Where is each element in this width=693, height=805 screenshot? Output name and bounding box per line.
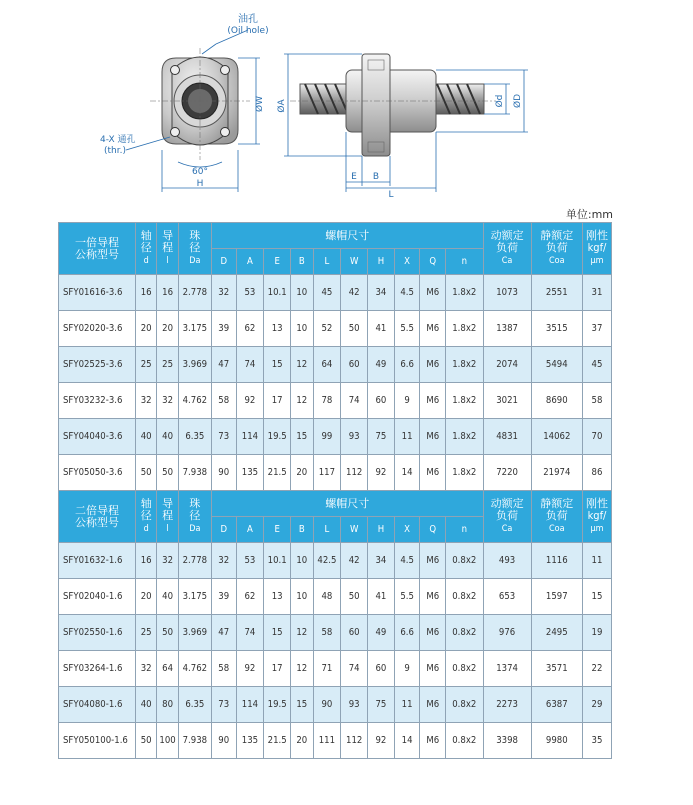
table-cell: 74 (236, 615, 264, 651)
table-cell: 7.938 (178, 455, 211, 491)
table-cell: 64 (157, 651, 178, 687)
table-cell: 10 (291, 543, 313, 579)
table-cell: 25 (136, 347, 157, 383)
table-cell: 52 (313, 311, 341, 347)
table-cell: 92 (236, 383, 264, 419)
table-row (59, 543, 612, 579)
table-cell: 92 (368, 455, 395, 491)
table-cell: 58 (313, 615, 341, 651)
table-cell: 40 (136, 419, 157, 455)
model-cell: SFY04080-1.6 (59, 687, 136, 723)
model-cell: SFY02525-3.6 (59, 347, 136, 383)
model-cell: SFY01616-3.6 (59, 275, 136, 311)
dim-col-header: D (211, 517, 236, 543)
table-cell: 75 (368, 687, 395, 723)
table-cell: 6387 (531, 687, 582, 723)
table-cell: 50 (341, 311, 368, 347)
header-row (59, 491, 612, 517)
table-cell: 6.35 (178, 419, 211, 455)
model-cell: SFY03232-3.6 (59, 383, 136, 419)
table-cell: 50 (157, 615, 178, 651)
header-row (59, 223, 612, 249)
table-cell: 135 (236, 455, 264, 491)
table-cell: 53 (236, 275, 264, 311)
table-cell: 92 (236, 651, 264, 687)
table-row (59, 311, 612, 347)
dim-col-header: D (211, 249, 236, 275)
table-cell: 976 (483, 615, 531, 651)
table-cell: 29 (582, 687, 611, 723)
table-cell: 3021 (483, 383, 531, 419)
table-cell: M6 (420, 455, 446, 491)
table-cell: 31 (582, 275, 611, 311)
table-cell: 22 (582, 651, 611, 687)
table-cell: 20 (291, 455, 313, 491)
table-cell: M6 (420, 543, 446, 579)
table-cell: 3.175 (178, 579, 211, 615)
table-cell: M6 (420, 275, 446, 311)
table-cell: 73 (211, 419, 236, 455)
model-cell: SFY04040-3.6 (59, 419, 136, 455)
model-cell: SFY03264-1.6 (59, 651, 136, 687)
table-cell: 90 (211, 455, 236, 491)
table-row (59, 723, 612, 759)
thru-hole-en-label: (thr.) (104, 146, 126, 156)
table-cell: 9 (394, 383, 420, 419)
table-cell: 40 (157, 419, 178, 455)
table-cell: 3.969 (178, 615, 211, 651)
dim-a-label: ØA (277, 99, 287, 113)
table-cell: 90 (313, 687, 341, 723)
table-cell: 93 (341, 419, 368, 455)
table-cell: 15 (291, 419, 313, 455)
table-cell: 62 (236, 311, 264, 347)
table-cell: 3515 (531, 311, 582, 347)
table-cell: 40 (136, 687, 157, 723)
technical-drawing (0, 0, 693, 200)
table-cell: M6 (420, 579, 446, 615)
table-cell: 15 (264, 615, 291, 651)
table-cell: 32 (157, 383, 178, 419)
lead-header: 导 程 l (157, 491, 178, 543)
table-cell: 653 (483, 579, 531, 615)
table-cell: 19.5 (264, 687, 291, 723)
table-cell: 12 (291, 383, 313, 419)
table-cell: 0.8x2 (446, 723, 483, 759)
table-cell: 17 (264, 383, 291, 419)
table-cell: 1374 (483, 651, 531, 687)
table-cell: 45 (582, 347, 611, 383)
table-cell: 12 (291, 651, 313, 687)
table-cell: 39 (211, 579, 236, 615)
table-cell: 20 (291, 723, 313, 759)
model-header: 一倍导程 公称型号 (59, 223, 136, 275)
table-cell: 60 (341, 615, 368, 651)
table-cell: 1387 (483, 311, 531, 347)
table-cell: 90 (211, 723, 236, 759)
table-row (59, 687, 612, 723)
table-cell: 13 (264, 311, 291, 347)
dim-col-header: H (368, 517, 395, 543)
table-cell: 493 (483, 543, 531, 579)
table-cell: 37 (582, 311, 611, 347)
dim-col-header: n (446, 517, 483, 543)
table-cell: M6 (420, 383, 446, 419)
dim-col-header: W (341, 517, 368, 543)
model-cell: SFY02020-3.6 (59, 311, 136, 347)
table-row (59, 615, 612, 651)
table-cell: 20 (157, 311, 178, 347)
table-cell: 12 (291, 615, 313, 651)
table-cell: 6.6 (394, 347, 420, 383)
table-cell: 6.35 (178, 687, 211, 723)
table-cell: 112 (341, 723, 368, 759)
table-cell: 25 (157, 347, 178, 383)
dynamic-load-header: 动额定 负荷 Ca (483, 491, 531, 543)
table-cell: 15 (582, 579, 611, 615)
table-cell: 9 (394, 651, 420, 687)
table-cell: 4.5 (394, 275, 420, 311)
table-cell: 53 (236, 543, 264, 579)
ball-dia-header: 珠 径 Da (178, 223, 211, 275)
model-cell: SFY01632-1.6 (59, 543, 136, 579)
table-cell: 50 (341, 579, 368, 615)
table-cell: 1.8x2 (446, 347, 483, 383)
table-cell: 41 (368, 311, 395, 347)
table-cell: 11 (394, 687, 420, 723)
dim-col-header: W (341, 249, 368, 275)
table-cell: 62 (236, 579, 264, 615)
table-cell: M6 (420, 419, 446, 455)
table-cell: 49 (368, 347, 395, 383)
dim-col-header: H (368, 249, 395, 275)
front-view (150, 48, 250, 160)
table-row (59, 455, 612, 491)
dim-w-label: ØW (255, 96, 265, 112)
table-cell: 117 (313, 455, 341, 491)
table-cell: 16 (136, 543, 157, 579)
table-cell: 2.778 (178, 275, 211, 311)
table-cell: 1.8x2 (446, 383, 483, 419)
table-cell: 14 (394, 455, 420, 491)
table-cell: 74 (236, 347, 264, 383)
table-cell: 16 (157, 275, 178, 311)
table-cell: 58 (582, 383, 611, 419)
table-cell: 1.8x2 (446, 455, 483, 491)
table-cell: 32 (136, 383, 157, 419)
dim-h-label: H (196, 179, 204, 189)
table-cell: 5494 (531, 347, 582, 383)
oil-hole-label: 油孔 (238, 14, 258, 25)
table-cell: 99 (313, 419, 341, 455)
shaft-dia-header: 轴 径 d (136, 491, 157, 543)
table-cell: 0.8x2 (446, 687, 483, 723)
table-cell: 50 (136, 455, 157, 491)
dim-col-header: L (313, 249, 341, 275)
table-cell: M6 (420, 311, 446, 347)
table-cell: 78 (313, 383, 341, 419)
table-cell: 39 (211, 311, 236, 347)
table-cell: 7220 (483, 455, 531, 491)
table-cell: 58 (211, 383, 236, 419)
table-cell: 2.778 (178, 543, 211, 579)
table-cell: 1116 (531, 543, 582, 579)
table-cell: 11 (394, 419, 420, 455)
table-cell: 17 (264, 651, 291, 687)
table-cell: 41 (368, 579, 395, 615)
dim-b-label: B (372, 172, 380, 182)
table-cell: 114 (236, 419, 264, 455)
table-cell: 4.762 (178, 383, 211, 419)
table-cell: 3.175 (178, 311, 211, 347)
table-cell: 32 (211, 543, 236, 579)
dim-col-header: n (446, 249, 483, 275)
table-cell: 50 (136, 723, 157, 759)
table-cell: 47 (211, 347, 236, 383)
table-cell: M6 (420, 615, 446, 651)
dim-col-header: E (264, 249, 291, 275)
table-row (59, 347, 612, 383)
table-cell: M6 (420, 723, 446, 759)
table-cell: 42 (341, 543, 368, 579)
table-cell: M6 (420, 347, 446, 383)
dim-D-label: ØD (513, 93, 523, 109)
table-row (59, 579, 612, 615)
table-cell: 2273 (483, 687, 531, 723)
table-cell: M6 (420, 651, 446, 687)
table-cell: 25 (136, 615, 157, 651)
table-cell: 60 (341, 347, 368, 383)
dim-col-header: X (394, 517, 420, 543)
table-cell: 1073 (483, 275, 531, 311)
table-cell: 8690 (531, 383, 582, 419)
dim-col-header: A (236, 249, 264, 275)
table-cell: 19.5 (264, 419, 291, 455)
table-cell: 42 (341, 275, 368, 311)
table-cell: 49 (368, 615, 395, 651)
table-cell: 1597 (531, 579, 582, 615)
dim-col-header: X (394, 249, 420, 275)
table-cell: 2495 (531, 615, 582, 651)
table-cell: 114 (236, 687, 264, 723)
model-cell: SFY050100-1.6 (59, 723, 136, 759)
table-cell: 64 (313, 347, 341, 383)
side-view (290, 54, 496, 156)
table-cell: 0.8x2 (446, 543, 483, 579)
static-load-header: 静额定 负荷 Coa (531, 491, 582, 543)
table-cell: 73 (211, 687, 236, 723)
table-cell: 4.762 (178, 651, 211, 687)
table-cell: 111 (313, 723, 341, 759)
dim-col-header: E (264, 517, 291, 543)
dim-l-label: L (388, 190, 394, 200)
table-cell: 10.1 (264, 543, 291, 579)
table-cell: 1.8x2 (446, 275, 483, 311)
spec-table (58, 222, 612, 759)
table-cell: 45 (313, 275, 341, 311)
table-cell: 60 (368, 651, 395, 687)
oil-hole-en-label: (Oil hole) (227, 26, 269, 36)
nut-dimension-header: 螺帽尺寸 (211, 491, 483, 517)
table-cell: 10.1 (264, 275, 291, 311)
shaft-dia-header: 轴 径 d (136, 223, 157, 275)
dim-col-header: L (313, 517, 341, 543)
rigidity-header: 刚性 kgf/ μm (582, 223, 611, 275)
lead-header: 导 程 l (157, 223, 178, 275)
table-cell: 0.8x2 (446, 579, 483, 615)
table-cell: 4.5 (394, 543, 420, 579)
table-cell: 9980 (531, 723, 582, 759)
dim-e-label: E (351, 172, 357, 182)
dim-col-header: A (236, 517, 264, 543)
unit-label: 单位:mm (565, 208, 613, 221)
table-cell: 4831 (483, 419, 531, 455)
table-cell: 112 (341, 455, 368, 491)
table-cell: 60 (368, 383, 395, 419)
table-cell: 15 (264, 347, 291, 383)
table-cell: 10 (291, 579, 313, 615)
table-cell: 35 (582, 723, 611, 759)
table-cell: 20 (136, 311, 157, 347)
nut-dimension-header: 螺帽尺寸 (211, 223, 483, 249)
table-cell: 19 (582, 615, 611, 651)
table-cell: 74 (341, 383, 368, 419)
table-row (59, 383, 612, 419)
rigidity-header: 刚性 kgf/ μm (582, 491, 611, 543)
table-cell: 1.8x2 (446, 419, 483, 455)
table-cell: 21.5 (264, 723, 291, 759)
table-cell: 32 (157, 543, 178, 579)
table-cell: 32 (211, 275, 236, 311)
table-cell: 47 (211, 615, 236, 651)
table-cell: 2074 (483, 347, 531, 383)
table-cell: 93 (341, 687, 368, 723)
table-cell: 1.8x2 (446, 311, 483, 347)
table-cell: 6.6 (394, 615, 420, 651)
table-cell: 70 (582, 419, 611, 455)
static-load-header: 静额定 负荷 Coa (531, 223, 582, 275)
table-cell: 71 (313, 651, 341, 687)
table-cell: 21.5 (264, 455, 291, 491)
table-cell: 16 (136, 275, 157, 311)
table-cell: 34 (368, 275, 395, 311)
dim-col-header: B (291, 517, 313, 543)
table-cell: 2551 (531, 275, 582, 311)
table-cell: 5.5 (394, 579, 420, 615)
table-cell: 75 (368, 419, 395, 455)
table-cell: 0.8x2 (446, 651, 483, 687)
table-cell: 42.5 (313, 543, 341, 579)
table-cell: 14 (394, 723, 420, 759)
table-cell: 92 (368, 723, 395, 759)
table-row (59, 651, 612, 687)
table-cell: 10 (291, 311, 313, 347)
dynamic-load-header: 动额定 负荷 Ca (483, 223, 531, 275)
table-cell: 7.938 (178, 723, 211, 759)
dim-col-header: Q (420, 517, 446, 543)
model-cell: SFY05050-3.6 (59, 455, 136, 491)
table-cell: 32 (136, 651, 157, 687)
model-cell: SFY02040-1.6 (59, 579, 136, 615)
table-cell: 3571 (531, 651, 582, 687)
table-cell: 20 (136, 579, 157, 615)
table-cell: 10 (291, 275, 313, 311)
table-cell: 74 (341, 651, 368, 687)
thru-hole-label: 4-X 通孔 (100, 135, 136, 145)
dim-d-label: Ød (495, 94, 505, 108)
table-cell: 48 (313, 579, 341, 615)
table-cell: 11 (582, 543, 611, 579)
table-cell: 0.8x2 (446, 615, 483, 651)
table-row (59, 275, 612, 311)
dim-col-header: B (291, 249, 313, 275)
table-cell: 21974 (531, 455, 582, 491)
table-cell: 15 (291, 687, 313, 723)
table-cell: 135 (236, 723, 264, 759)
model-header: 二倍导程 公称型号 (59, 491, 136, 543)
table-cell: 14062 (531, 419, 582, 455)
table-cell: 100 (157, 723, 178, 759)
table-cell: 58 (211, 651, 236, 687)
table-cell: 3398 (483, 723, 531, 759)
dim-col-header: Q (420, 249, 446, 275)
table-row (59, 419, 612, 455)
table-cell: 3.969 (178, 347, 211, 383)
table-cell: 12 (291, 347, 313, 383)
table-cell: M6 (420, 687, 446, 723)
model-cell: SFY02550-1.6 (59, 615, 136, 651)
table-cell: 80 (157, 687, 178, 723)
table-cell: 50 (157, 455, 178, 491)
ball-dia-header: 珠 径 Da (178, 491, 211, 543)
angle-label: 60° (192, 167, 208, 177)
table-cell: 86 (582, 455, 611, 491)
table-cell: 13 (264, 579, 291, 615)
table-cell: 5.5 (394, 311, 420, 347)
table-cell: 40 (157, 579, 178, 615)
table-cell: 34 (368, 543, 395, 579)
